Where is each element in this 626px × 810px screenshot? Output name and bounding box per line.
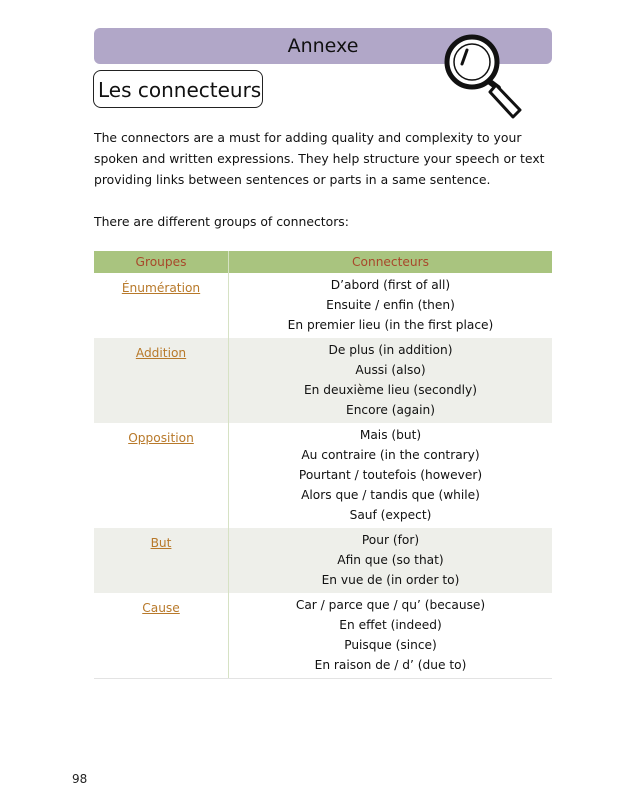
table-row — [94, 423, 552, 528]
connector-item: Encore (again) — [346, 403, 435, 417]
connectors-cell — [228, 593, 552, 678]
group-cell — [94, 593, 228, 678]
table-body — [94, 273, 552, 678]
connector-item: En effet (indeed) — [339, 618, 442, 632]
group-cell — [94, 273, 228, 338]
connector-item: Puisque (since) — [344, 638, 437, 652]
group-link[interactable]: Cause — [142, 601, 180, 615]
connector-item: D’abord (first of all) — [330, 278, 451, 292]
magnifying-glass-icon — [438, 30, 528, 122]
table-row — [94, 528, 552, 593]
connector-item: Sauf (expect) — [349, 508, 432, 522]
group-link[interactable]: But — [150, 536, 172, 550]
connector-item: Pour (for) — [361, 533, 420, 547]
connector-item: Pourtant / toutefois (however) — [298, 468, 483, 482]
connectors-cell — [228, 273, 552, 338]
group-cell — [94, 528, 228, 593]
connector-item: De plus (in addition) — [328, 343, 453, 357]
connectors-cell — [228, 528, 552, 593]
group-link[interactable]: Addition — [135, 346, 187, 360]
group-link[interactable]: Opposition — [128, 431, 194, 445]
connectors-cell — [228, 338, 552, 423]
header-groupes: Groupes — [135, 255, 187, 269]
page-number: 98 — [72, 772, 88, 786]
connector-item: Ensuite / enfin (then) — [326, 298, 455, 312]
connector-item: Aussi (also) — [355, 363, 426, 377]
intro-paragraph: The connectors are a must for adding quality and complexity to your spoken and written expressions. They help structure your speech or text providing links between sentences or parts in a same sentence. — [94, 130, 545, 187]
group-link[interactable]: Énumération — [121, 281, 201, 295]
connectors-table — [94, 251, 552, 679]
connector-item: En deuxième lieu (secondly) — [303, 383, 478, 397]
connector-item: En raison de / d’ (due to) — [314, 658, 467, 672]
group-cell — [94, 338, 228, 423]
connector-item: Alors que / tandis que (while) — [301, 488, 480, 502]
table-row — [94, 338, 552, 423]
groups-intro-line: There are different groups of connectors: — [94, 214, 349, 229]
table-header-row — [94, 251, 552, 273]
table-row — [94, 273, 552, 338]
header-connecteurs: Connecteurs — [228, 251, 552, 273]
table-bottom-rule — [94, 678, 552, 679]
connector-item: Mais (but) — [359, 428, 422, 442]
connector-item: Car / parce que / qu’ (because) — [295, 598, 486, 612]
connector-item: Au contraire (in the contrary) — [301, 448, 480, 462]
connector-item: En vue de (in order to) — [321, 573, 460, 587]
connectors-cell — [228, 423, 552, 528]
section-title-box — [93, 70, 263, 108]
banner-title: Annexe — [287, 35, 359, 57]
connector-item: Afin que (so that) — [337, 553, 444, 567]
table-row — [94, 593, 552, 678]
group-cell — [94, 423, 228, 528]
connector-item: En premier lieu (in the first place) — [287, 318, 494, 332]
section-title: Les connecteurs — [98, 78, 262, 102]
